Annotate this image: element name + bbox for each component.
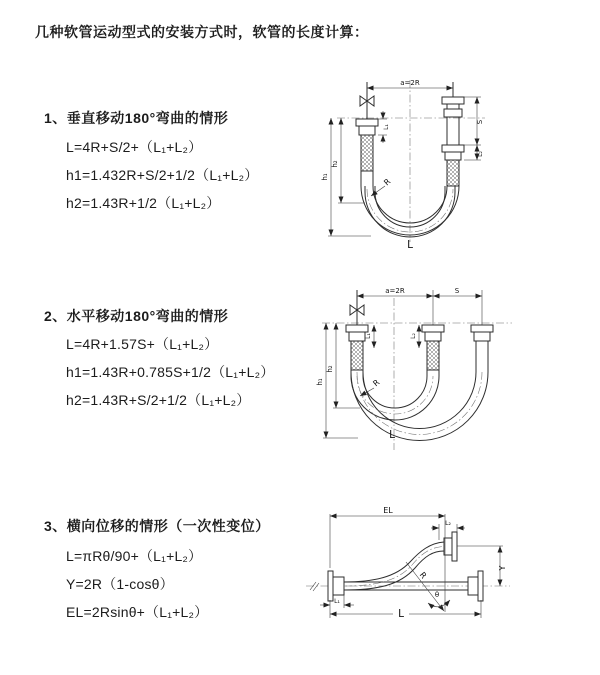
pipe-break-mark bbox=[310, 582, 319, 591]
radius-label: R bbox=[417, 570, 429, 581]
dim-h2-label: h₂ bbox=[326, 365, 334, 373]
dim-l1 bbox=[320, 595, 354, 608]
dim-l2-label: L₂ bbox=[445, 520, 451, 527]
dim-s-label: S bbox=[476, 119, 484, 125]
left-flange-assembly bbox=[328, 571, 344, 601]
hose-braid-right bbox=[447, 160, 459, 186]
dim-h2-label: h₂ bbox=[331, 160, 339, 168]
dim-l1 bbox=[378, 111, 390, 143]
section-1-formula-L: L=4R+S/2+（L₁+L₂） bbox=[66, 139, 203, 155]
length-label: L bbox=[389, 429, 395, 441]
middle-pipe-assembly bbox=[422, 325, 444, 370]
hose-braid-left bbox=[361, 135, 373, 171]
section-3-heading: 3、横向位移的情形（一次性变位） bbox=[44, 518, 270, 534]
radius-callout bbox=[371, 177, 393, 196]
dim-el-label: EL bbox=[383, 506, 393, 515]
dim-l2-label: L₂ bbox=[410, 333, 417, 339]
length-label: L bbox=[407, 239, 413, 251]
section-2-formula-L: L=4R+1.57S+（L₁+L₂） bbox=[66, 336, 219, 352]
dim-s bbox=[433, 287, 482, 296]
dim-l bbox=[330, 600, 481, 620]
dim-a2r bbox=[367, 79, 453, 88]
angle-theta-label: θ bbox=[434, 591, 440, 599]
section-2-formula-h1: h1=1.43R+0.785S+1/2（L₁+L₂） bbox=[66, 364, 275, 380]
radius-callout bbox=[406, 562, 444, 611]
section-3-formula-Y: Y=2R（1-cosθ） bbox=[66, 576, 174, 592]
radius-label: R bbox=[382, 176, 393, 188]
dim-a2r bbox=[357, 287, 482, 325]
dim-l1-label: L₁ bbox=[334, 598, 340, 605]
dim-s bbox=[464, 97, 484, 160]
right-pipe-assembly bbox=[442, 82, 464, 186]
dim-y-label: Y bbox=[498, 565, 507, 571]
dim-h1-label: h₁ bbox=[316, 378, 324, 386]
hose-s-curve-moved bbox=[344, 532, 457, 590]
dim-l2-label: L₂ bbox=[477, 151, 484, 157]
section-2-formula-h2: h2=1.43R+S/2+1/2（L₁+L₂） bbox=[66, 392, 251, 408]
dim-el bbox=[330, 506, 445, 612]
section-1-formula-h1: h1=1.432R+S/2+1/2（L₁+L₂） bbox=[66, 167, 259, 183]
section-1-heading: 1、垂直移动180°弯曲的情形 bbox=[44, 110, 229, 126]
page-title: 几种软管运动型式的安装方式时，软管的长度计算： bbox=[35, 24, 369, 40]
dim-l1-label: L₁ bbox=[383, 124, 390, 130]
dim-l1-label: L₁ bbox=[365, 333, 372, 339]
section-2-heading: 2、水平移动180°弯曲的情形 bbox=[44, 308, 229, 324]
dim-h1-label: h₁ bbox=[321, 173, 329, 181]
left-pipe-assembly bbox=[356, 82, 378, 171]
dim-l2 bbox=[410, 325, 419, 348]
section-1-formula-h2: h2=1.43R+1/2（L₁+L₂） bbox=[66, 195, 221, 211]
hose-braid-left bbox=[351, 341, 363, 370]
diagram-lateral-displacement bbox=[298, 502, 598, 634]
dim-l2 bbox=[431, 520, 465, 540]
dim-a2r-label: a=2R bbox=[400, 79, 420, 87]
diagram-vertical-180 bbox=[313, 76, 598, 266]
dim-l2 bbox=[477, 145, 484, 160]
diagram-horizontal-180 bbox=[306, 282, 598, 462]
dim-l-label: L bbox=[398, 608, 404, 620]
moved-pipe-assembly bbox=[471, 325, 493, 370]
hose-braid-middle bbox=[427, 341, 439, 370]
dim-s-label: S bbox=[454, 287, 460, 295]
section-3-formula-L: L=πRθ/90+（L₁+L₂） bbox=[66, 548, 203, 564]
dim-a2r-label: a=2R bbox=[385, 287, 405, 295]
left-pipe-assembly bbox=[346, 290, 368, 370]
section-3-formula-EL: EL=2Rsinθ+（L₁+L₂） bbox=[66, 604, 209, 620]
radius-label: R bbox=[371, 377, 382, 389]
